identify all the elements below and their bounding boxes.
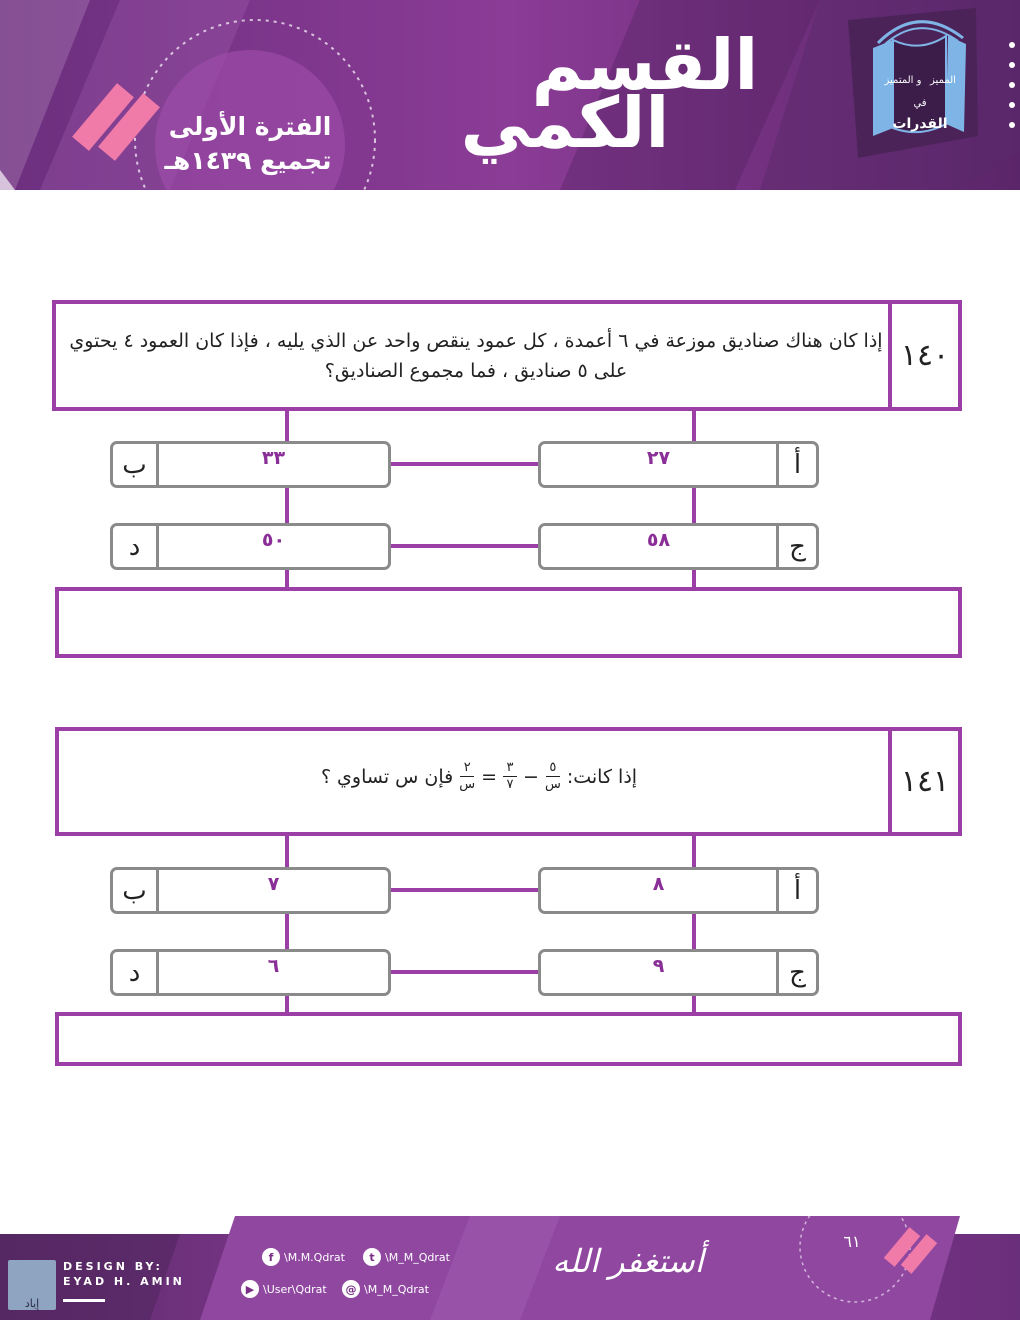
compilation-label: تجميع ١٤٣٩هـ — [164, 146, 332, 175]
facebook-icon: f — [262, 1248, 280, 1266]
header-title-line1: القسم — [531, 24, 759, 106]
equals-sign: = — [481, 765, 498, 788]
option-b[interactable] — [110, 867, 391, 914]
fraction: $\frac{٢}{\text{س}}$ — [459, 760, 476, 792]
header-title-line2: الكمي — [460, 82, 670, 164]
youtube-link[interactable]: ▶ \User\Qdrat — [241, 1280, 327, 1298]
designer-name: EYAD H. AMIN — [63, 1275, 185, 1288]
question-prefix: إذا كانت: — [566, 765, 638, 788]
question-box-141 — [55, 727, 962, 836]
question-text — [69, 761, 889, 792]
fraction: $\frac{٥}{\text{س}}$ — [544, 760, 561, 792]
option-value: ٣٣ — [261, 447, 286, 469]
youtube-icon: ▶ — [241, 1280, 259, 1298]
option-value: ٢٧ — [646, 447, 671, 469]
option-c[interactable] — [538, 523, 819, 570]
option-value: ٦ — [267, 955, 280, 977]
answer-box[interactable] — [55, 1012, 962, 1066]
svg-text:في: في — [913, 98, 927, 109]
period-label: الفترة الأولى — [168, 112, 332, 141]
option-a[interactable] — [538, 867, 819, 914]
design-by-label: DESIGN BY: — [63, 1260, 163, 1273]
option-letter: ب — [113, 870, 159, 911]
calligraphy-text: أستغفر الله — [552, 1242, 704, 1280]
logo-text: القدرات — [892, 116, 948, 132]
connector-line — [390, 888, 540, 892]
instagram-icon: @ — [342, 1280, 360, 1298]
question-number: ١٤١ — [888, 731, 958, 832]
svg-text:و المتميز: و المتميز — [884, 75, 922, 86]
option-letter: ب — [113, 444, 159, 485]
answer-box[interactable] — [55, 587, 962, 658]
connector-line — [390, 544, 540, 548]
option-letter: أ — [776, 444, 816, 485]
option-letter: أ — [776, 870, 816, 911]
minus-sign: − — [523, 765, 539, 788]
svg-text:المميز: المميز — [930, 75, 956, 86]
connector-line — [390, 462, 540, 466]
option-letter: ج — [776, 526, 816, 567]
option-letter: ج — [776, 952, 816, 993]
option-a[interactable] — [538, 441, 819, 488]
question-box-140 — [52, 300, 962, 411]
option-value: ٥٠ — [261, 529, 286, 551]
option-letter: د — [113, 526, 159, 567]
option-value: ٧ — [267, 873, 280, 895]
option-d[interactable] — [110, 523, 391, 570]
option-value: ٨ — [652, 873, 665, 895]
question-number: ١٤٠ — [888, 304, 958, 407]
option-value: ٩ — [652, 955, 665, 977]
question-suffix: فإن س تساوي ؟ — [320, 765, 454, 788]
option-letter: د — [113, 952, 159, 993]
option-b[interactable] — [110, 441, 391, 488]
twitter-link[interactable]: t \M_M_Qdrat — [363, 1248, 450, 1266]
connector-line — [390, 970, 540, 974]
twitter-icon: t — [363, 1248, 381, 1266]
book-logo-icon — [848, 8, 978, 158]
page-header — [0, 0, 1020, 190]
option-value: ٥٨ — [646, 529, 671, 551]
page-footer — [0, 1212, 1020, 1320]
option-d[interactable] — [110, 949, 391, 996]
option-c[interactable] — [538, 949, 819, 996]
instagram-link[interactable]: @ \M_M_Qdrat — [342, 1280, 429, 1298]
designer-signature: إياد — [8, 1260, 56, 1310]
fraction: $\frac{٣}{٧}$ — [503, 761, 517, 792]
facebook-link[interactable]: f \M.M.Qdrat — [262, 1248, 345, 1266]
page-number: ٦١ — [843, 1232, 861, 1251]
question-text: إذا كان هناك صناديق موزعة في ٦ أعمدة ، كل عمود ينقص واحد عن الذي يليه ، فإذا كان العمود ٤ يحتوي على ٥ صناديق ، فما مجموع الصناديق؟ — [69, 330, 883, 382]
